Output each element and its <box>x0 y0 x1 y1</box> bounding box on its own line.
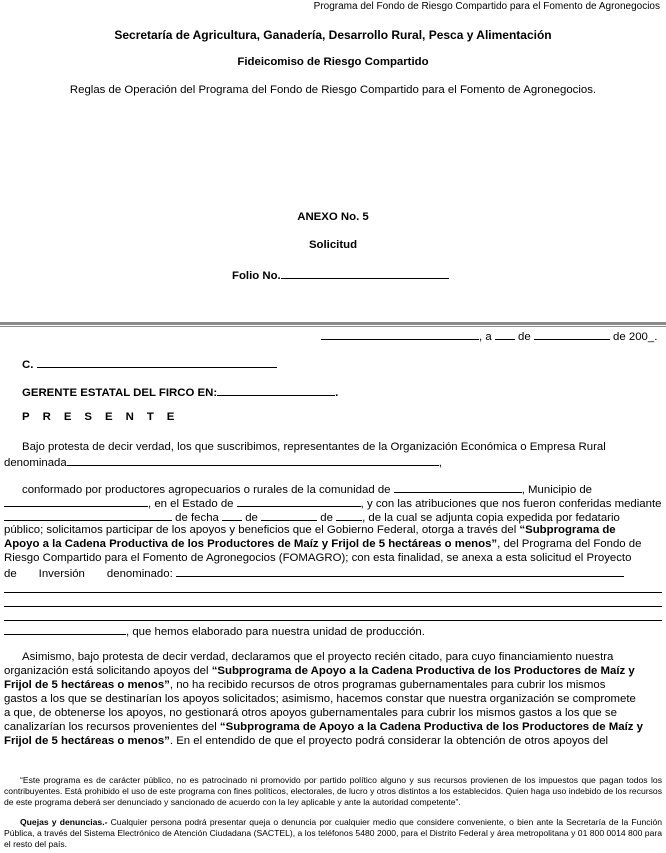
ministry-title: Secretaría de Agricultura, Ganadería, Desarrollo Rural, Pesca y Alimentación <box>114 28 552 42</box>
day-blank[interactable] <box>495 328 515 340</box>
project-blank-end[interactable] <box>4 623 126 635</box>
p2-line7: de Inversión denominado: <box>4 565 662 581</box>
trust-title: Fideicomiso de Riesgo Compartido <box>237 56 429 68</box>
annex-title: Solicitud <box>308 239 358 251</box>
project-blank-line2[interactable] <box>4 606 662 607</box>
rules-title: Reglas de Operación del Programa del Fondo de Riesgo Compartido para el Fomento de Agronegocios. <box>69 84 597 96</box>
addressee-line: C. <box>22 356 277 371</box>
section-divider <box>0 322 666 325</box>
p3-line3: Frijol de 5 hectáreas o menos”, no ha recibido recursos de otros programas gubernamentales para cubrir los mismos <box>4 679 606 691</box>
p3-line5: a que, de obtenerse los apoyos, no gestionará otros apoyos gubernamentales para cubrir los mismos gastos a los que se <box>4 707 617 719</box>
presente-heading: PRESENTE <box>22 411 188 423</box>
org-name-blank[interactable] <box>67 454 439 466</box>
p3-line4: gastos a los que se destinarían los apoyos solicitados; asimismo, hacemos constar que nuestra organización se compromete <box>4 693 636 705</box>
legal-notice: “Este programa es de carácter público, no es patrocinado ni promovido por partido político alguno y sus recursos provienen de los impuestos que pagan todos los contribuyentes. Está prohibido el uso de este programa con fines políticos, electorales, de lucro y otros distintos a los establecidos. Quien haga uso indebido de los recursos de este programa deberá ser denunciado y sancionado de acuerdo con la ley aplicable y ante la autoridad competente”. <box>4 775 662 807</box>
folio-field[interactable] <box>232 267 449 282</box>
p3-line1: Asimismo, bajo protesta de decir verdad, declaramos que el proyecto recién citado, para cuyo financiamiento nuestra <box>22 651 614 663</box>
project-name-blank[interactable] <box>176 565 624 577</box>
project-blank-line1[interactable] <box>4 592 662 593</box>
p3-line6: canalizarían los recursos provenientes del “Subprograma de Apoyo a la Cadena Productiva de los Productores de Maíz y <box>4 721 643 733</box>
running-header: Programa del Fondo de Riesgo Compartido para el Fomento de Agronegocios <box>313 1 660 12</box>
place-blank[interactable] <box>321 328 479 340</box>
instrument-blank[interactable] <box>4 509 172 521</box>
section-divider-thin <box>0 326 666 327</box>
p2-line6: Riesgo Compartido para el Fomento de Agronegocios (FOMAGRO); con esta finalidad, se anexa a esta solicitud el Proyecto <box>4 552 632 564</box>
community-blank[interactable] <box>394 481 522 493</box>
gerente-line: GERENTE ESTATAL DEL FIRCO EN: . <box>22 384 338 399</box>
p1-line2: denominada , <box>4 454 662 470</box>
p2-line4: público; solicitamos participar de los apoyos y beneficios que el Gobierno Federal, otorga a través del “Subprograma de <box>4 524 616 536</box>
project-blank-line3[interactable] <box>4 620 662 621</box>
complaints-notice: Quejas y denuncias.- Cualquier persona podrá presentar queja o denuncia por cualquier medio que considere conveniente, o bien ante la Secretaría de la Función Pública, a través del Sistema Electrónico de Atención Ciudadana (SACTEL), a los teléfonos 5480 2000, para el Distrito Federal y área metropolitana y 01 800 0014 800 para el resto del país. <box>4 817 663 849</box>
month-blank[interactable] <box>534 328 610 340</box>
state-field-blank[interactable] <box>237 495 361 507</box>
p2-end-line: , que hemos elaborado para nuestra unidad de producción. <box>4 623 662 639</box>
p2-line2: , en el Estado de , y con las atribuciones que nos fueron conferidas mediante <box>4 495 662 511</box>
folio-label: Folio No. <box>232 270 281 282</box>
addressee-blank[interactable] <box>37 356 277 368</box>
p2-line1: conformado por productores agropecuarios o rurales de la comunidad de , Municipio de <box>22 481 662 497</box>
state-blank[interactable] <box>217 384 335 396</box>
folio-blank[interactable] <box>281 267 449 279</box>
p3-line2: organización está solicitando apoyos del “Subprograma de Apoyo a la Cadena Productiva de los Productores de Maíz y <box>4 665 635 677</box>
date-line: , a de de 200_. <box>321 328 657 343</box>
municipality-blank[interactable] <box>4 495 148 507</box>
p1-line1: Bajo protesta de decir verdad, los que suscribimos, representantes de la Organización Económica o Empresa Rural <box>22 441 606 453</box>
p2-line3: de fecha de de , de la cual se adjunta copia expedida por fedatario <box>4 509 662 525</box>
annex-number: ANEXO No. 5 <box>297 211 369 223</box>
p3-line7: Frijol de 5 hectáreas o menos”. En el entendido de que el proyecto podrá considerar la obtención de otros apoyos del <box>4 735 609 747</box>
instrument-day-blank[interactable] <box>222 509 242 521</box>
p2-line5: Apoyo a la Cadena Productiva de los Productores de Maíz y Frijol de 5 hectáreas o menos”, del Programa del Fondo de <box>4 538 642 550</box>
instrument-month-blank[interactable] <box>261 509 317 521</box>
instrument-year-blank[interactable] <box>336 509 362 521</box>
